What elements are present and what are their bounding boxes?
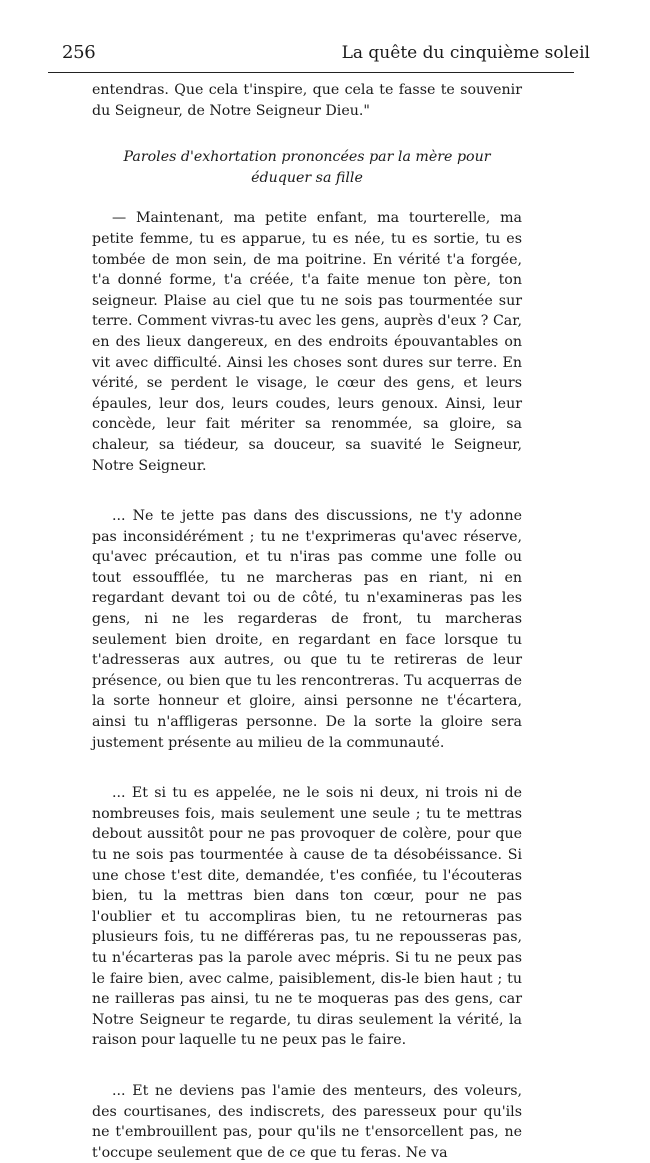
- running-title: La quête du cinquième soleil: [341, 43, 590, 63]
- page-number: 256: [62, 42, 96, 63]
- continuation-paragraph: entendras. Que cela t'inspire, que cela te fasse te souvenir du Seigneur, de Notre Seigneur Dieu.": [92, 82, 522, 119]
- header-rule: [48, 72, 574, 73]
- section-title: Paroles d'exhortation prononcées par la mère pour éduquer sa fille: [123, 149, 491, 186]
- paragraph-2: ... Ne te jette pas dans des discussions, ne t'y adonne pas inconsidérément ; tu ne t'exprimeras qu'avec réserve, qu'avec précaution, et tu n'iras pas comme une folle ou tout essoufflée, tu ne marcheras pas en riant, ni en regardant devant toi ou de côté, tu n'examineras pas les gens, ni ne les regarderas de front, tu marcheras seulement bien droite, en regardant en face lorsque tu t'adresseras aux autres, ou que tu te retireras de leur présence, ou bien que tu les rencontreras. Tu acquerras de la sorte honneur et gloire, ainsi personne ne t'écartera, ainsi tu n'affligeras personne. De la sorte la gloire sera justement présente au milieu de la communauté.: [92, 508, 522, 751]
- paragraph-3: ... Et si tu es appelée, ne le sois ni deux, ni trois ni de nombreuses fois, mais seulement une seule ; tu te mettras debout aussitôt pour ne pas provoquer de colère, pour que tu ne sois pas tourmentée à cause de ta désobéissance. Si une chose t'est dite, demandée, t'es confiée, tu l'écouteras bien, tu la mettras bien dans ton cœur, pour ne pas l'oublier et tu accompliras bien, tu ne retourneras pas plusieurs fois, tu ne différeras pas, tu ne repousseras pas, tu n'écarteras pas la parole avec mépris. Si tu ne peux pas le faire bien, avec calme, paisiblement, dis-le bien haut ; tu ne railleras pas ainsi, tu ne te moqueras pas des gens, car Notre Seigneur te regarde, tu diras seulement la vérité, la raison pour laquelle tu ne peux pas le faire.: [92, 785, 522, 1049]
- page-header: [62, 40, 590, 66]
- paragraph-1: — Maintenant, ma petite enfant, ma tourterelle, ma petite femme, tu es apparue, tu es née, tu es sortie, tu es tombée de mon sein, de ma poitrine. En vérité t'a forgée, t'a donné forme, t'a créée, t'a faite menue ton père, ton seigneur. Plaise au ciel que tu ne sois pas tourmentée sur terre. Comment vivras-tu avec les gens, auprès d'eux ? Car, en des lieux dangereux, en des endroits épouvantables on vit avec difficulté. Ainsi les choses sont dures sur terre. En vérité, se perdent le visage, le cœur des gens, et leurs épaules, leur dos, leurs coudes, leurs genoux. Ainsi, leur concède, leur fait mériter sa renommée, sa gloire, sa chaleur, sa tiédeur, sa douceur, sa suavité le Seigneur, Notre Seigneur.: [92, 210, 522, 474]
- page-body: [92, 80, 522, 1163]
- paragraph-4: ... Et ne deviens pas l'amie des menteurs, des voleurs, des courtisanes, des indiscrets, des paresseux pour qu'ils ne t'embrouillent pas, pour qu'ils ne t'ensorcellent pas, ne t'occupe seulement que de ce que tu feras. Ne va: [92, 1082, 522, 1161]
